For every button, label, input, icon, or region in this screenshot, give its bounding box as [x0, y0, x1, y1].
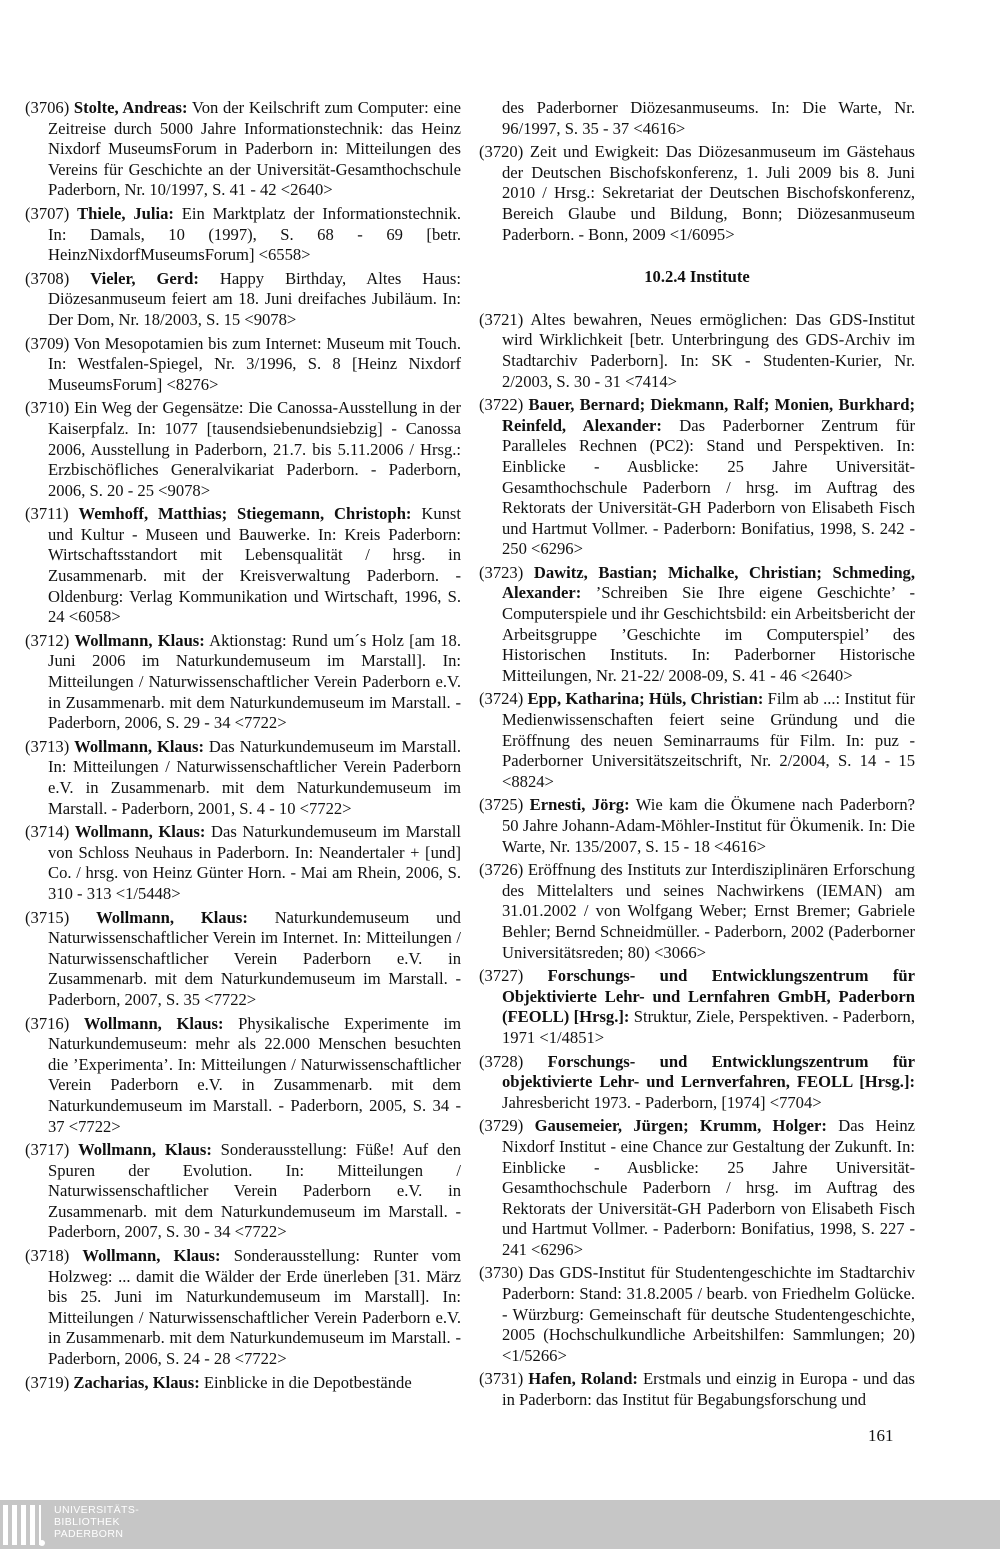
bib-entry: (3724) Epp, Katharina; Hüls, Christian: Film ab ...: Institut für Medienwissenschaften feiert seine Gründung und die Eröffnung des neuen Seminarraums für Film. In: puz - Paderborner Universitätszeitschrift, Nr. 2/2004, S. 14 - 15 <8824>	[479, 689, 915, 791]
bib-entry: (3706) Stolte, Andreas: Von der Keilschrift zum Computer: eine Zeitreise durch 5000 Jahre Informationstechnik: das Heinz Nixdorf MuseumsForum in Paderborn in: Mitteilungen des Vereins für Geschichte an der Universität-Gesamthochschule Paderborn, Nr. 10/1997, S. 41 - 42 <2640>	[25, 98, 461, 200]
bib-entry: (3721) Altes bewahren, Neues ermöglichen: Das GDS-Institut wird Wirklichkeit [betr. Unterbringung des GDS-Archiv im Stadtarchiv Paderborn]. In: SK - Studenten-Kurier, Nr. 2/2003, S. 30 - 31 <7414>	[479, 309, 915, 391]
bib-entry: (3714) Wollmann, Klaus: Das Naturkundemuseum im Marstall von Schloss Neuhaus in Paderborn. In: Neandertaler + [und] Co. / hrsg. von Heinz Günter Horn. - Mai am Rhein, 2006, S. 310 - 313 <1/5448>	[25, 822, 461, 903]
right-column	[479, 98, 915, 1414]
page-number: 161	[868, 1426, 894, 1445]
bib-entry: (3723) Dawitz, Bastian; Michalke, Christian; Schmeding, Alexander: ’Schreiben Sie Ihre eigene Geschichte’ - Computerspiele und ihr Geschichtsbild: ein Arbeitsbericht der Arbeitsgruppe ’Geschichte im Computerspiel’ des Historischen Instituts. In: Paderborner Historische Mitteilungen, Nr. 21-22/ 2008-09, S. 41 - 46 <2640>	[479, 562, 915, 685]
bib-entry: (3711) Wemhoff, Matthias; Stiegemann, Christoph: Kunst und Kultur - Museen und Bauwerke. In: Kreis Paderborn: Wirtschaftsstandort mit Lebensqualität / hrsg. in Zusammenarb. mit der Kreisverwaltung Paderborn. - Oldenburg: Verlag Kommunikation und Wirtschaft, 1996, S. 24 <6058>	[25, 504, 461, 627]
bib-entry: (3710) Ein Weg der Gegensätze: Die Canossa-Ausstellung in der Kaiserpfalz. In: 1077 [tausendsiebenundsiebzig] - Canossa 2006, Ausstellung in Paderborn, 21.7. bis 5.11.2006 / Hrsg.: Erzbischöfliches Generalvikariat Paderborn. - Paderborn, 2006, S. 20 - 25 <9078>	[25, 398, 461, 500]
bib-entry: (3720) Zeit und Ewigkeit: Das Diözesanmuseum im Gästehaus der Deutschen Bischofskonferenz, 1. Juli 2009 bis 8. Juni 2010 / Hrsg.: Sekretariat der Deutschen Bischofskonferenz, Bereich Glaube und Bildung, Bonn; Diözesanmuseum Paderborn. - Bonn, 2009 <1/6095>	[479, 142, 915, 244]
bib-entry: (3717) Wollmann, Klaus: Sonderausstellung: Füße! Auf den Spuren der Evolution. In: Mitteilungen / Naturwissenschaftlicher Verein Paderborn e.V. in Zusammenarb. mit dem Naturkundemuseum im Marstall. - Paderborn, 2007, S. 30 - 34 <7722>	[25, 1140, 461, 1242]
bib-entry: (3726) Eröffnung des Instituts zur Interdisziplinären Erforschung des Mittelalters und seines Nachwirkens (IEMAN) am 31.01.2002 / von Wolfgang Weber; Ernst Bremer; Gabriele Behler; Bernd Schneidmüller. - Paderborn, 2002 (Paderborner Universitätsreden; 80) <3066>	[479, 860, 915, 962]
bib-entry: (3707) Thiele, Julia: Ein Marktplatz der Informationstechnik. In: Damals, 10 (1997), S. 68 - 69 [betr. HeinzNixdorfMuseumsForum] <6558>	[25, 203, 461, 265]
bib-entry: (3731) Hafen, Roland: Erstmals und einzig in Europa - und das in Paderborn: das Institut für Begabungsforschung und	[479, 1369, 915, 1410]
bib-entry: (3715) Wollmann, Klaus: Naturkundemuseum und Naturwissenschaftlicher Verein im Internet. In: Mitteilungen / Naturwissenschaftlicher Verein Paderborn e.V. in Zusammenarb. mit dem Naturkundemuseum im Marstall. - Paderborn, 2007, S. 35 <7722>	[25, 907, 461, 1009]
bib-entry: (3725) Ernesti, Jörg: Wie kam die Ökumene nach Paderborn? 50 Jahre Johann-Adam-Möhler-Institut für Ökumenik. In: Die Warte, Nr. 135/2007, S. 15 - 18 <4616>	[479, 795, 916, 856]
bib-entry: (3722) Bauer, Bernard; Diekmann, Ralf; Monien, Burkhard; Reinfeld, Alexander: Das Paderborner Zentrum für Paralleles Rechnen (PC2): Stand und Perspektiven. In: Einblicke - Ausblicke: 25 Jahre Universität-Gesamthochschule Paderborn / hrsg. im Auftrag des Rektorats der Universität-GH Paderborn von Elisabeth Fisch und Hartmut Vollmer. - Paderborn: Bonifatius, 1998, S. 242 - 250 <6296>	[479, 395, 915, 559]
bib-entry: (3712) Wollmann, Klaus: Aktionstag: Rund um´s Holz [am 18. Juni 2006 im Naturkundemuseum im Marstall]. In: Mitteilungen / Naturwissenschaftlicher Verein Paderborn e.V. in Zusammenarb. mit dem Naturkundemuseum im Marstall. - Paderborn, 2006, S. 29 - 34 <7722>	[25, 630, 461, 733]
section-heading: 10.2.4 Institute	[644, 267, 750, 287]
bib-entry: (3719) Zacharias, Klaus: Einblicke in die Depotbestände	[25, 1372, 412, 1392]
bib-entry: (3727) Forschungs- und Entwicklungszentrum für Objektivierte Lehr- und Lernfahren GmbH, Paderborn (FEOLL) [Hrsg.]: Struktur, Ziele, Perspektiven. - Paderborn, 1971 <1/4851>	[479, 966, 915, 1047]
bib-entry: (3728) Forschungs- und Entwicklungszentrum für objektivierte Lehr- und Lernverfahren, FEOLL [Hrsg.]: Jahresbericht 1973. - Paderborn, [1974] <7704>	[479, 1051, 915, 1112]
bib-entry: (3730) Das GDS-Institut für Studentengeschichte im Stadtarchiv Paderborn: Stand: 31.8.2005 / bearb. von Friedhelm Golücke. - Würzburg: Gemeinschaft für deutsche Studentengeschichte, 2005 (Hochschulkundliche Arbeitshilfen: Sammlungen; 20) <1/5266>	[479, 1263, 915, 1365]
library-name: UNIVERSITÄTS- BIBLIOTHEK PADERBORN	[54, 1504, 140, 1540]
bib-entry: (3708) Vieler, Gerd: Happy Birthday, Altes Haus: Diözesanmuseum feiert am 18. Juni dreifaches Jubiläum. In: Der Dom, Nr. 18/2003, S. 15 <9078>	[25, 268, 461, 329]
library-footer	[0, 1500, 1000, 1549]
bib-entry: (3716) Wollmann, Klaus: Physikalische Experimente im Naturkundemuseum: mehr als 22.000 Menschen besuchten die ’Experimenta’. In: Mitteilungen / Naturwissenschaftlicher Verein Paderborn e.V. in Zusammenarb. mit dem Naturkundemuseum im Marstall. - Paderborn, 2005, S. 34 - 37 <7722>	[25, 1013, 461, 1136]
bib-entry-continuation: des Paderborner Diözesanmuseums. In: Die Warte, Nr. 96/1997, S. 35 - 37 <4616>	[502, 98, 915, 138]
bib-entry: (3713) Wollmann, Klaus: Das Naturkundemuseum im Marstall. In: Mitteilungen / Naturwissenschaftlicher Verein Paderborn e.V. in Zusammenarb. mit dem Naturkundemuseum im Marstall. - Paderborn, 2001, S. 4 - 10 <7722>	[25, 736, 461, 818]
bib-entry: (3709) Von Mesopotamien bis zum Internet: Museum mit Touch. In: Westfalen-Spiegel, Nr. 3/1996, S. 8 [Heinz Nixdorf MuseumsForum] <8276>	[25, 333, 461, 394]
left-column	[25, 98, 461, 1396]
bib-entry: (3718) Wollmann, Klaus: Sonderausstellung: Runter vom Holzweg: ... damit die Wälder der Erde ünerleben [31. März bis 25. Juni im Naturkundemuseum im Marstall]. In: Mitteilungen / Naturwissenschaftlicher Verein Paderborn e.V. in Zusammenarb. mit dem Naturkundemuseum im Marstall. - Paderborn, 2006, S. 24 - 28 <7722>	[25, 1246, 461, 1369]
library-logo-icon	[0, 1500, 50, 1549]
bib-entry: (3729) Gausemeier, Jürgen; Krumm, Holger: Das Heinz Nixdorf Institut - eine Chance zur Gestaltung der Zukunft. In: Einblicke - Ausblicke: 25 Jahre Universität-Gesamthochschule Paderborn / hrsg. im Auftrag des Rektorats der Universität-GH Paderborn von Elisabeth Fisch und Hartmut Vollmer. - Paderborn: Bonifatius, 1998, S. 227 - 241 <6296>	[479, 1116, 915, 1259]
